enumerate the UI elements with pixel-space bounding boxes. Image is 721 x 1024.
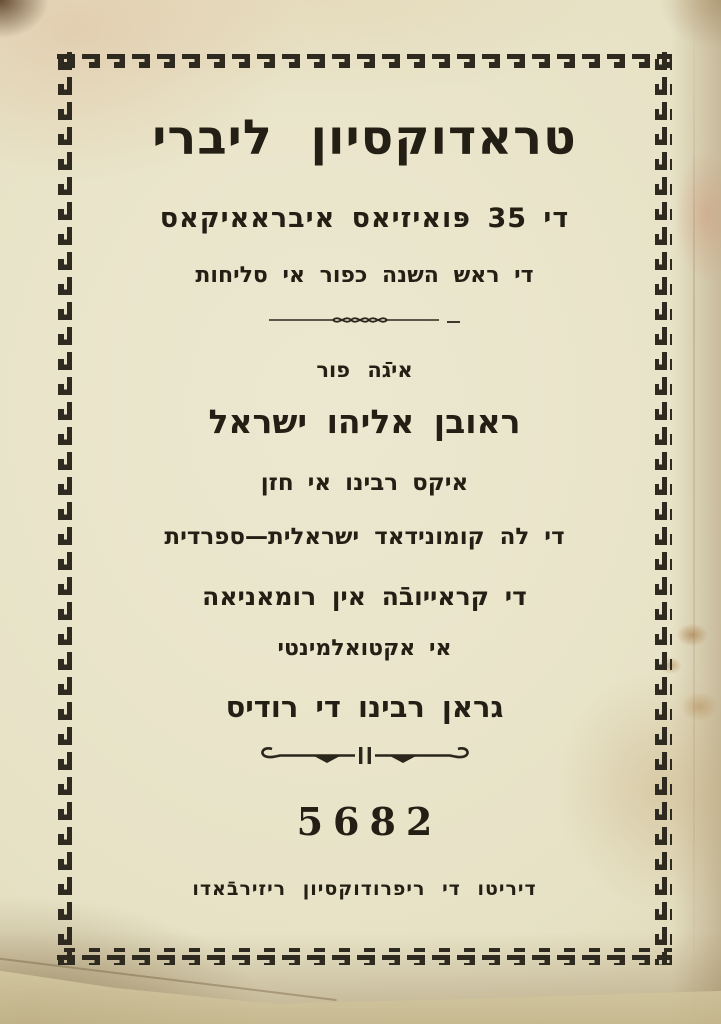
author-role-line: איקס רבינו אי חזן [260,470,469,496]
bracket-divider-ornament [57,742,672,774]
author-role-line: אי אקטואלמינטי [277,636,452,661]
book-subtitle: די 35 פּואיזיאס איבראאיקאס [159,203,570,234]
rope-divider-ornament [57,312,672,331]
rights-imprint-line: דיריטו די ריפרודוקסיון ריזירבֿאדו [192,878,537,900]
byline-intro: איגֿה פור [316,358,413,382]
author-role-line: די קראייובֿה אין רומאניאה [202,582,527,611]
year-hebrew-calendar: 5682 [296,799,443,844]
author-role-line: גראן רבינו די רודיס [225,690,504,724]
paper-edge-crease [693,0,695,1024]
book-title: טראדוקסיון ליברי [152,110,577,166]
author-role-line: די לה קומונידאד ישראלית—ספרדית [164,524,565,550]
subject-line: די ראש השנה כפור אי סליחות [195,263,534,288]
author-name: ראובן אליהו ישראל [208,402,521,441]
